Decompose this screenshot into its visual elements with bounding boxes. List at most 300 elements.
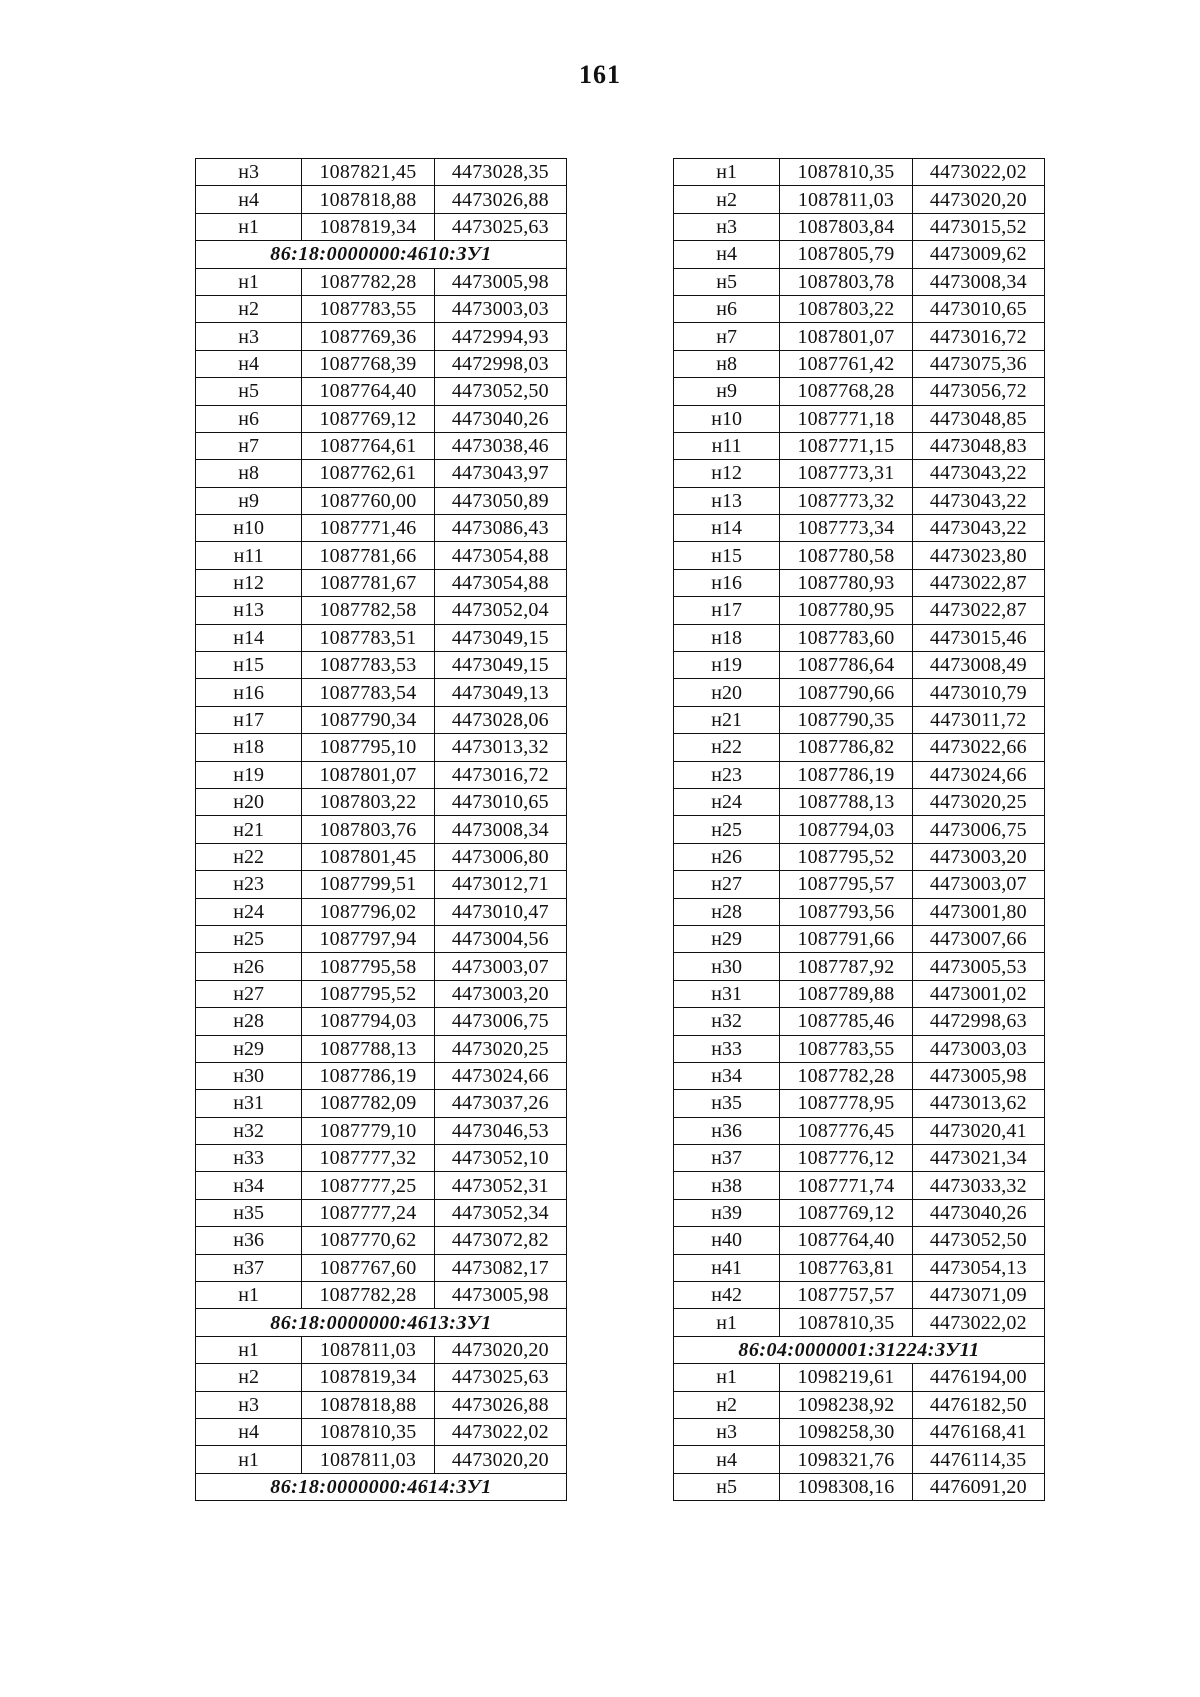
x-coordinate: 1087771,18: [780, 405, 912, 432]
y-coordinate: 4473010,47: [434, 898, 566, 925]
point-label: н38: [674, 1172, 780, 1199]
y-coordinate: 4473003,20: [912, 843, 1044, 870]
point-label: н10: [196, 515, 302, 542]
y-coordinate: 4473022,66: [912, 734, 1044, 761]
coordinate-row: [674, 898, 1045, 925]
coordinate-row: [196, 460, 567, 487]
point-label: н6: [674, 295, 780, 322]
point-label: н26: [674, 843, 780, 870]
y-coordinate: 4473009,62: [912, 241, 1044, 268]
y-coordinate: 4473011,72: [912, 706, 1044, 733]
x-coordinate: 1087794,03: [302, 1008, 434, 1035]
coordinate-row: [196, 1117, 567, 1144]
x-coordinate: 1087764,61: [302, 432, 434, 459]
x-coordinate: 1087769,12: [302, 405, 434, 432]
coordinate-row: [674, 542, 1045, 569]
y-coordinate: 4473025,63: [434, 1364, 566, 1391]
coordinate-row: [196, 679, 567, 706]
y-coordinate: 4473052,34: [434, 1199, 566, 1226]
x-coordinate: 1087783,55: [302, 295, 434, 322]
coordinate-row: [674, 1035, 1045, 1062]
coordinate-row: [674, 378, 1045, 405]
y-coordinate: 4473022,02: [912, 1309, 1044, 1336]
coordinate-row: [196, 1035, 567, 1062]
coordinate-row: [196, 1282, 567, 1309]
x-coordinate: 1087764,40: [780, 1227, 912, 1254]
point-label: н40: [674, 1227, 780, 1254]
point-label: н14: [196, 624, 302, 651]
x-coordinate: 1087799,51: [302, 871, 434, 898]
x-coordinate: 1087764,40: [302, 378, 434, 405]
coordinate-row: [196, 432, 567, 459]
y-coordinate: 4473072,82: [434, 1227, 566, 1254]
y-coordinate: 4473020,20: [434, 1446, 566, 1473]
y-coordinate: 4473020,25: [912, 788, 1044, 815]
y-coordinate: 4473048,85: [912, 405, 1044, 432]
point-label: н16: [674, 569, 780, 596]
coordinate-row: [674, 1418, 1045, 1445]
point-label: н22: [674, 734, 780, 761]
y-coordinate: 4473023,80: [912, 542, 1044, 569]
y-coordinate: 4473003,03: [912, 1035, 1044, 1062]
point-label: н20: [674, 679, 780, 706]
coordinate-row: [196, 597, 567, 624]
x-coordinate: 1087818,88: [302, 1391, 434, 1418]
y-coordinate: 4473005,98: [434, 1282, 566, 1309]
y-coordinate: 4473015,52: [912, 213, 1044, 240]
point-label: н34: [674, 1062, 780, 1089]
y-coordinate: 4473028,06: [434, 706, 566, 733]
x-coordinate: 1087780,95: [780, 597, 912, 624]
y-coordinate: 4473043,97: [434, 460, 566, 487]
coordinate-row: [674, 761, 1045, 788]
point-label: н29: [674, 925, 780, 952]
point-label: н1: [674, 1309, 780, 1336]
coordinate-row: [196, 405, 567, 432]
x-coordinate: 1087782,28: [302, 268, 434, 295]
point-label: н30: [674, 953, 780, 980]
y-coordinate: 4473022,02: [912, 159, 1044, 186]
point-label: н2: [674, 186, 780, 213]
point-label: н26: [196, 953, 302, 980]
coordinate-row: [196, 652, 567, 679]
coordinate-row: [196, 1364, 567, 1391]
x-coordinate: 1087783,51: [302, 624, 434, 651]
coordinate-row: [196, 1446, 567, 1473]
coordinate-row: [674, 241, 1045, 268]
x-coordinate: 1087811,03: [302, 1446, 434, 1473]
y-coordinate: 4472998,63: [912, 1008, 1044, 1035]
x-coordinate: 1087783,54: [302, 679, 434, 706]
x-coordinate: 1087803,22: [780, 295, 912, 322]
x-coordinate: 1087810,35: [780, 1309, 912, 1336]
x-coordinate: 1087768,28: [780, 378, 912, 405]
point-label: н4: [674, 1446, 780, 1473]
x-coordinate: 1087795,52: [780, 843, 912, 870]
coordinate-row: [674, 1282, 1045, 1309]
x-coordinate: 1087788,13: [302, 1035, 434, 1062]
coordinate-row: [196, 1145, 567, 1172]
y-coordinate: 4473024,66: [912, 761, 1044, 788]
y-coordinate: 4473022,87: [912, 569, 1044, 596]
point-label: н34: [196, 1172, 302, 1199]
x-coordinate: 1087803,76: [302, 816, 434, 843]
point-label: н8: [196, 460, 302, 487]
point-label: н11: [674, 432, 780, 459]
x-coordinate: 1087763,81: [780, 1254, 912, 1281]
point-label: н7: [196, 432, 302, 459]
coordinate-row: [674, 295, 1045, 322]
coordinate-row: [196, 159, 567, 186]
x-coordinate: 1098219,61: [780, 1364, 912, 1391]
y-coordinate: 4473028,35: [434, 159, 566, 186]
coordinate-row: [674, 706, 1045, 733]
y-coordinate: 4473003,20: [434, 980, 566, 1007]
x-coordinate: 1087760,00: [302, 487, 434, 514]
x-coordinate: 1087785,46: [780, 1008, 912, 1035]
y-coordinate: 4473052,50: [912, 1227, 1044, 1254]
point-label: н3: [674, 213, 780, 240]
x-coordinate: 1087776,45: [780, 1117, 912, 1144]
x-coordinate: 1087783,55: [780, 1035, 912, 1062]
x-coordinate: 1087782,58: [302, 597, 434, 624]
y-coordinate: 4473038,46: [434, 432, 566, 459]
point-label: н25: [674, 816, 780, 843]
y-coordinate: 4473020,25: [434, 1035, 566, 1062]
y-coordinate: 4473005,53: [912, 953, 1044, 980]
y-coordinate: 4472994,93: [434, 323, 566, 350]
y-coordinate: 4473008,34: [434, 816, 566, 843]
x-coordinate: 1087782,28: [302, 1282, 434, 1309]
point-label: н6: [196, 405, 302, 432]
y-coordinate: 4473043,22: [912, 460, 1044, 487]
x-coordinate: 1087786,19: [302, 1062, 434, 1089]
coordinate-row: [196, 953, 567, 980]
y-coordinate: 4473008,34: [912, 268, 1044, 295]
point-label: н3: [196, 323, 302, 350]
coordinate-row: [674, 268, 1045, 295]
point-label: н17: [674, 597, 780, 624]
point-label: н1: [196, 1446, 302, 1473]
point-label: н33: [196, 1145, 302, 1172]
x-coordinate: 1087794,03: [780, 816, 912, 843]
y-coordinate: 4473054,88: [434, 569, 566, 596]
x-coordinate: 1087803,22: [302, 788, 434, 815]
point-label: н27: [196, 980, 302, 1007]
x-coordinate: 1087790,66: [780, 679, 912, 706]
parcel-cadastral-number: 86:18:0000000:4610:ЗУ1: [196, 241, 567, 268]
x-coordinate: 1087803,84: [780, 213, 912, 240]
coordinate-row: [674, 1172, 1045, 1199]
x-coordinate: 1087771,15: [780, 432, 912, 459]
coordinate-row: [196, 843, 567, 870]
point-label: н28: [196, 1008, 302, 1035]
coordinate-row: [196, 569, 567, 596]
y-coordinate: 4473033,32: [912, 1172, 1044, 1199]
y-coordinate: 4473025,63: [434, 213, 566, 240]
y-coordinate: 4473024,66: [434, 1062, 566, 1089]
y-coordinate: 4472998,03: [434, 350, 566, 377]
y-coordinate: 4476168,41: [912, 1418, 1044, 1445]
coordinate-row: [196, 898, 567, 925]
y-coordinate: 4473007,66: [912, 925, 1044, 952]
coordinate-row: [674, 788, 1045, 815]
coordinate-row: [196, 1227, 567, 1254]
point-label: н25: [196, 925, 302, 952]
y-coordinate: 4473049,15: [434, 652, 566, 679]
y-coordinate: 4473075,36: [912, 350, 1044, 377]
y-coordinate: 4473043,22: [912, 487, 1044, 514]
x-coordinate: 1087801,45: [302, 843, 434, 870]
x-coordinate: 1087769,36: [302, 323, 434, 350]
point-label: н3: [674, 1418, 780, 1445]
coordinate-row: [674, 323, 1045, 350]
point-label: н13: [674, 487, 780, 514]
x-coordinate: 1087782,09: [302, 1090, 434, 1117]
y-coordinate: 4473037,26: [434, 1090, 566, 1117]
x-coordinate: 1087810,35: [780, 159, 912, 186]
coordinate-row: [674, 1090, 1045, 1117]
coordinate-row: [196, 350, 567, 377]
coordinate-row: [674, 1145, 1045, 1172]
coordinate-row: [196, 706, 567, 733]
x-coordinate: 1087778,95: [780, 1090, 912, 1117]
coordinates-table-left: [195, 158, 567, 1501]
x-coordinate: 1087787,92: [780, 953, 912, 980]
point-label: н12: [196, 569, 302, 596]
coordinate-row: [674, 213, 1045, 240]
y-coordinate: 4473004,56: [434, 925, 566, 952]
point-label: н1: [674, 1364, 780, 1391]
coordinate-row: [674, 1473, 1045, 1500]
y-coordinate: 4473043,22: [912, 515, 1044, 542]
point-label: н35: [674, 1090, 780, 1117]
y-coordinate: 4473001,80: [912, 898, 1044, 925]
coordinate-row: [674, 925, 1045, 952]
coordinate-row: [674, 1309, 1045, 1336]
x-coordinate: 1087786,82: [780, 734, 912, 761]
y-coordinate: 4473013,62: [912, 1090, 1044, 1117]
y-coordinate: 4473026,88: [434, 186, 566, 213]
point-label: н31: [674, 980, 780, 1007]
point-label: н4: [196, 1418, 302, 1445]
point-label: н42: [674, 1282, 780, 1309]
y-coordinate: 4473003,07: [912, 871, 1044, 898]
y-coordinate: 4473048,83: [912, 432, 1044, 459]
coordinate-row: [674, 350, 1045, 377]
y-coordinate: 4473016,72: [434, 761, 566, 788]
x-coordinate: 1087818,88: [302, 186, 434, 213]
x-coordinate: 1087783,53: [302, 652, 434, 679]
x-coordinate: 1087805,79: [780, 241, 912, 268]
y-coordinate: 4473006,80: [434, 843, 566, 870]
point-label: н4: [674, 241, 780, 268]
x-coordinate: 1087786,19: [780, 761, 912, 788]
point-label: н24: [674, 788, 780, 815]
coordinate-row: [196, 323, 567, 350]
coordinate-row: [674, 487, 1045, 514]
coordinate-row: [674, 624, 1045, 651]
y-coordinate: 4473021,34: [912, 1145, 1044, 1172]
x-coordinate: 1087793,56: [780, 898, 912, 925]
coordinate-row: [674, 1117, 1045, 1144]
y-coordinate: 4473056,72: [912, 378, 1044, 405]
x-coordinate: 1098321,76: [780, 1446, 912, 1473]
point-label: н5: [674, 268, 780, 295]
y-coordinate: 4473046,53: [434, 1117, 566, 1144]
x-coordinate: 1087795,52: [302, 980, 434, 1007]
y-coordinate: 4473006,75: [434, 1008, 566, 1035]
point-label: н21: [196, 816, 302, 843]
coordinate-row: [196, 1336, 567, 1363]
x-coordinate: 1087797,94: [302, 925, 434, 952]
coordinate-row: [196, 268, 567, 295]
y-coordinate: 4473012,71: [434, 871, 566, 898]
x-coordinate: 1087796,02: [302, 898, 434, 925]
coordinate-row: [674, 460, 1045, 487]
coordinate-row: [196, 295, 567, 322]
y-coordinate: 4473071,09: [912, 1282, 1044, 1309]
point-label: н30: [196, 1062, 302, 1089]
coordinate-row: [196, 542, 567, 569]
x-coordinate: 1087795,58: [302, 953, 434, 980]
point-label: н28: [674, 898, 780, 925]
parcel-header-row: [196, 241, 567, 268]
coordinate-row: [674, 734, 1045, 761]
point-label: н37: [674, 1145, 780, 1172]
y-coordinate: 4473008,49: [912, 652, 1044, 679]
y-coordinate: 4473022,02: [434, 1418, 566, 1445]
point-label: н4: [196, 350, 302, 377]
y-coordinate: 4473054,13: [912, 1254, 1044, 1281]
y-coordinate: 4473040,26: [912, 1199, 1044, 1226]
point-label: н12: [674, 460, 780, 487]
point-label: н7: [674, 323, 780, 350]
y-coordinate: 4473013,32: [434, 734, 566, 761]
point-label: н9: [196, 487, 302, 514]
x-coordinate: 1087788,13: [780, 788, 912, 815]
parcel-header-row: [196, 1309, 567, 1336]
coordinate-row: [674, 679, 1045, 706]
x-coordinate: 1087762,61: [302, 460, 434, 487]
point-label: н41: [674, 1254, 780, 1281]
coordinate-row: [674, 186, 1045, 213]
y-coordinate: 4473005,98: [434, 268, 566, 295]
y-coordinate: 4473003,03: [434, 295, 566, 322]
y-coordinate: 4473086,43: [434, 515, 566, 542]
coordinate-row: [196, 1172, 567, 1199]
coordinate-row: [674, 652, 1045, 679]
coordinate-row: [674, 1062, 1045, 1089]
x-coordinate: 1087810,35: [302, 1418, 434, 1445]
x-coordinate: 1087779,10: [302, 1117, 434, 1144]
point-label: н9: [674, 378, 780, 405]
point-label: н36: [196, 1227, 302, 1254]
point-label: н33: [674, 1035, 780, 1062]
page-number: 161: [579, 60, 621, 89]
coordinate-row: [674, 1254, 1045, 1281]
coordinate-row: [674, 159, 1045, 186]
coordinate-row: [674, 1364, 1045, 1391]
coordinate-row: [196, 1199, 567, 1226]
coordinate-row: [196, 487, 567, 514]
coordinates-table-right: [673, 158, 1045, 1501]
x-coordinate: 1087819,34: [302, 1364, 434, 1391]
coordinate-row: [674, 871, 1045, 898]
parcel-cadastral-number: 86:18:0000000:4614:ЗУ1: [196, 1473, 567, 1500]
coordinate-row: [196, 515, 567, 542]
point-label: н18: [674, 624, 780, 651]
coordinate-row: [196, 1391, 567, 1418]
y-coordinate: 4473020,20: [912, 186, 1044, 213]
point-label: н1: [196, 1336, 302, 1363]
point-label: н2: [674, 1391, 780, 1418]
point-label: н14: [674, 515, 780, 542]
coordinate-row: [674, 405, 1045, 432]
x-coordinate: 1087821,45: [302, 159, 434, 186]
coordinate-row: [196, 788, 567, 815]
coordinate-row: [196, 186, 567, 213]
point-label: н31: [196, 1090, 302, 1117]
point-label: н19: [674, 652, 780, 679]
y-coordinate: 4473052,50: [434, 378, 566, 405]
x-coordinate: 1087791,66: [780, 925, 912, 952]
x-coordinate: 1087783,60: [780, 624, 912, 651]
coordinate-row: [196, 816, 567, 843]
point-label: н29: [196, 1035, 302, 1062]
x-coordinate: 1087795,10: [302, 734, 434, 761]
point-label: н2: [196, 295, 302, 322]
coordinate-row: [674, 816, 1045, 843]
coordinate-row: [674, 1446, 1045, 1473]
x-coordinate: 1087803,78: [780, 268, 912, 295]
point-label: н1: [196, 1282, 302, 1309]
y-coordinate: 4476114,35: [912, 1446, 1044, 1473]
y-coordinate: 4473026,88: [434, 1391, 566, 1418]
coordinate-row: [196, 1090, 567, 1117]
coordinate-row: [196, 980, 567, 1007]
point-label: н3: [196, 1391, 302, 1418]
point-label: н3: [196, 159, 302, 186]
y-coordinate: 4473010,79: [912, 679, 1044, 706]
x-coordinate: 1087777,24: [302, 1199, 434, 1226]
coordinate-row: [674, 980, 1045, 1007]
x-coordinate: 1087790,34: [302, 706, 434, 733]
parcel-cadastral-number: 86:04:0000001:31224:ЗУ11: [674, 1336, 1045, 1363]
point-label: н32: [196, 1117, 302, 1144]
coordinate-row: [196, 734, 567, 761]
y-coordinate: 4473050,89: [434, 487, 566, 514]
coordinate-row: [196, 378, 567, 405]
y-coordinate: 4473082,17: [434, 1254, 566, 1281]
y-coordinate: 4473052,10: [434, 1145, 566, 1172]
point-label: н18: [196, 734, 302, 761]
coordinate-row: [196, 624, 567, 651]
coordinate-row: [196, 925, 567, 952]
point-label: н1: [196, 213, 302, 240]
x-coordinate: 1087776,12: [780, 1145, 912, 1172]
x-coordinate: 1087771,46: [302, 515, 434, 542]
x-coordinate: 1087769,12: [780, 1199, 912, 1226]
y-coordinate: 4473016,72: [912, 323, 1044, 350]
coordinate-row: [196, 1418, 567, 1445]
point-label: н17: [196, 706, 302, 733]
point-label: н15: [674, 542, 780, 569]
point-label: н11: [196, 542, 302, 569]
point-label: н1: [196, 268, 302, 295]
point-label: н27: [674, 871, 780, 898]
x-coordinate: 1087781,67: [302, 569, 434, 596]
